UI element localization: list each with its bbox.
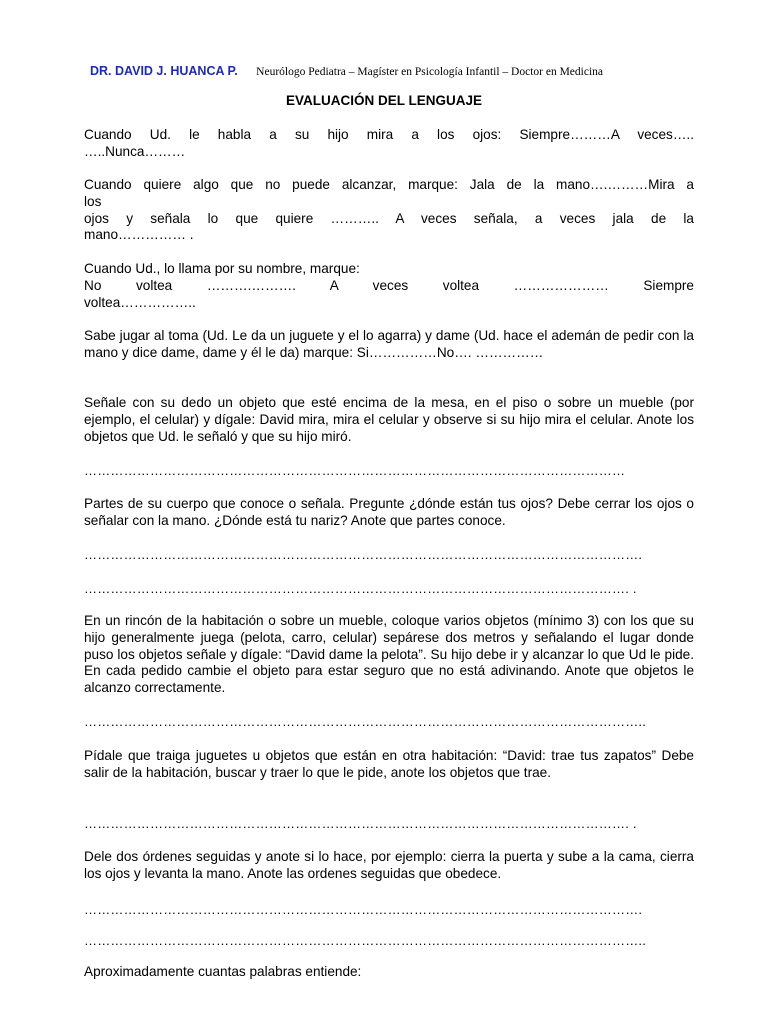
question-eye-contact [84,127,694,161]
answer-line[interactable]: ………………………………………………………………………………………………………………. [84,902,643,917]
question-body-parts: Partes de su cuerpo que conoce o señala. Pregunte ¿dónde están tus ojos? Debe cerrar los ojos o señalar con la mano. ¿Dónde está tu nariz? Anote que partes conoce. [84,496,694,528]
answer-line[interactable]: ……………………………………………………………………………………………………………. . [84,581,637,596]
question-fetch-objects: En un rincón de la habitación o sobre un mueble, coloque varios objetos (mínimo 3) con los que su hijo generalmente juega (pelota, carro, celular) sepárese dos metros y señalando el lugar donde puso los objetos señale y dígale: “David dame la pelota”. Su hijo debe ir y alcanzar lo que Ud le pide. En cada pedido cambie el objeto para estar seguro que no está adivinando. Anote que objetos le alcanzo correctamente. [84,613,694,696]
letterhead [90,62,710,80]
question-other-room: Pídale que traiga juguetes u objetos que están en otra habitación: “David: trae tus zapatos” Debe salir de la habitación, buscar y traer lo que le pide, anote los objetos que trae. [84,748,694,780]
question-text: voltea…………….. [84,294,196,310]
question-text: Cuando quiere algo que no puede alcanzar, marque: Jala de la mano….………Mira a [84,177,694,192]
answer-line[interactable]: …………………………………………………………………………………………………………… [84,463,626,478]
answer-line[interactable]: ………………………………………………………………………………………………………………. [84,547,643,562]
question-pointing: Señale con su dedo un objeto que esté encima de la mesa, en el piso o sobre un mueble (por ejemplo, el celular) y dígale: David mira, mira el celular y observe si su hijo mira el celular. Anote los objetos que Ud. le señaló y que su hijo miró. [84,395,694,444]
answer-line[interactable]: ……………………………………………………………………………………………………………….. [84,714,647,729]
question-text: No voltea ……….………. A veces voltea ………………… Siempre [84,277,694,293]
doctor-titles: Neurólogo Pediatra – Magíster en Psicología Infantil – Doctor en Medicina [256,66,603,78]
question-text: mano…………… . [84,227,194,243]
question-text: Cuando Ud., lo llama por su nombre, marque: [84,261,360,276]
question-text: …..Nunca……… [84,143,186,159]
answer-line[interactable]: ……………………………………………………………………………………………………………….. [84,933,647,948]
answer-line[interactable]: ……………………………………………………………………………………………………………. . [84,816,637,831]
question-words-understood: Aproximadamente cuantas palabras entiende: [84,964,362,979]
doctor-name: DR. DAVID J. HUANCA P. [90,64,238,78]
question-text: Cuando Ud. le habla a su hijo mira a los ojos: Siempre………A veces….. [84,127,694,142]
question-name-response [84,261,694,311]
question-reaching [84,177,694,244]
question-text: los [84,193,102,209]
page-title: EVALUACIÓN DEL LENGUAJE [285,93,483,108]
question-give-take: Sabe jugar al toma (Ud. Le da un juguete y el lo agarra) y dame (Ud. hace el ademán de pedir con la mano y dice dame, dame y él le da) marque: Si……………No…. …………… [84,328,694,360]
question-two-orders: Dele dos órdenes seguidas y anote si lo hace, por ejemplo: cierra la puerta y sube a la cama, cierra los ojos y levanta la mano. Anote las ordenes seguidas que obedece. [84,849,694,881]
question-text: ojos y señala lo que quiere ……….. A veces señala, a veces jala de la [84,210,694,226]
